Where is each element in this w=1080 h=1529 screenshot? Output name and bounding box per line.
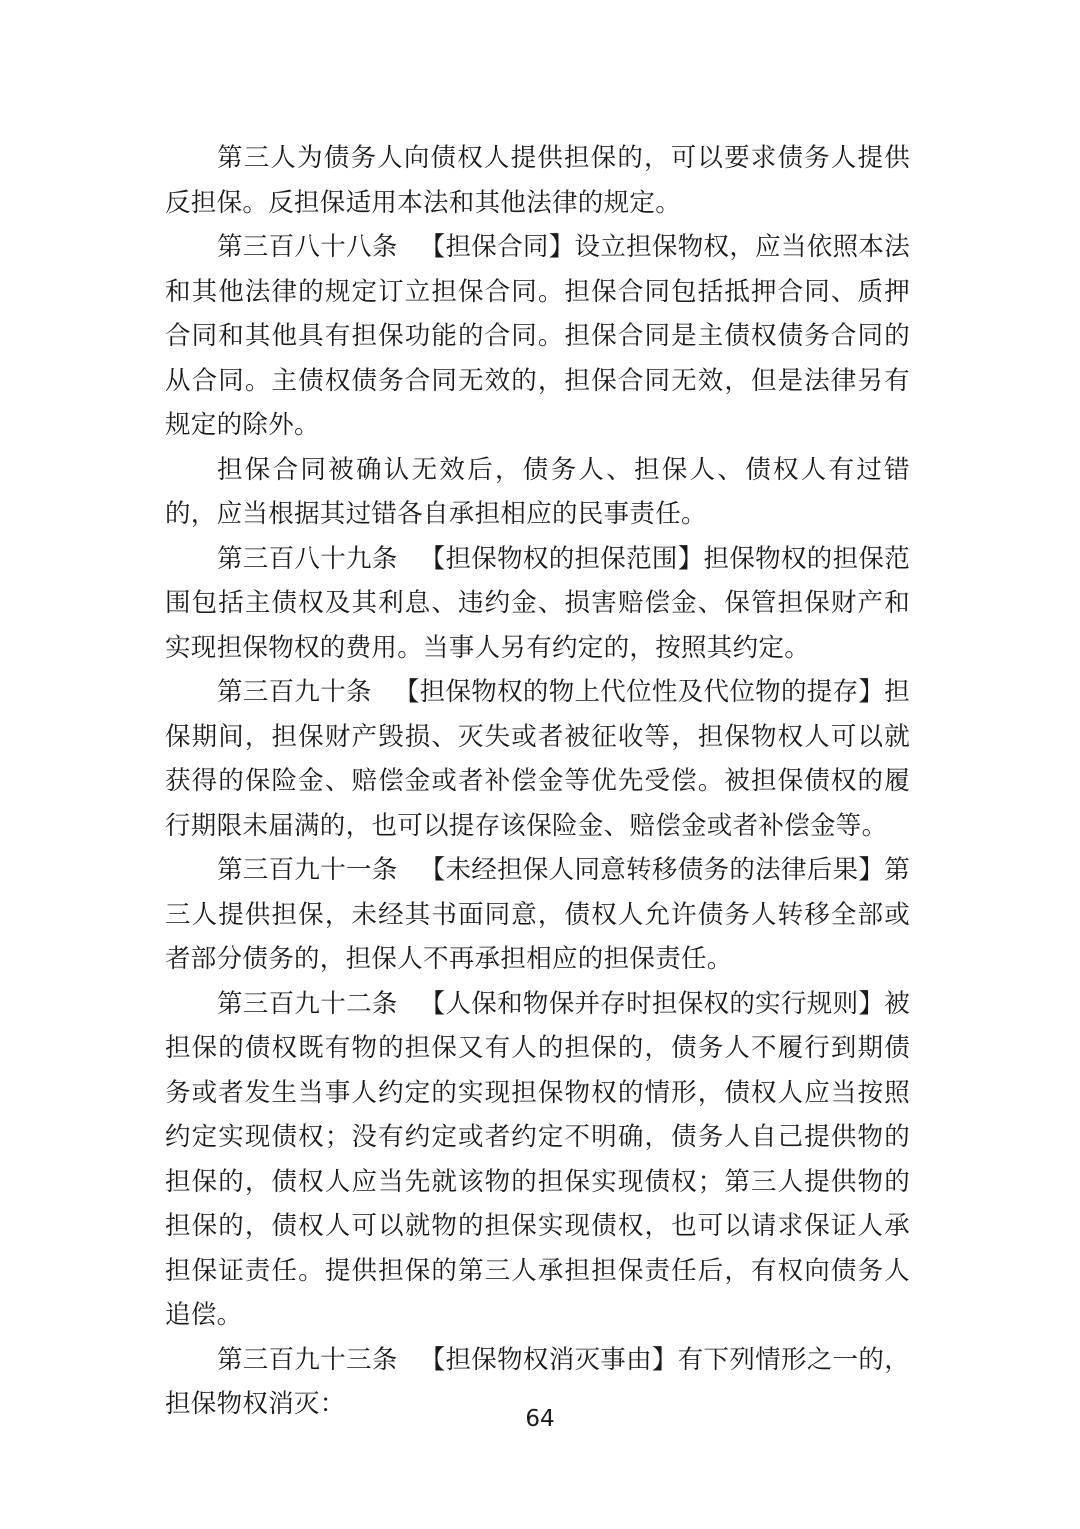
article-title: 【未经担保人同意转移债务的法律后果】 (419, 855, 885, 885)
paragraph-text: 第三人为债务人向债权人提供担保的，可以要求债务人提供反担保。反担保适用本法和其他法律的规定。 (165, 143, 910, 218)
article-paragraph (165, 225, 910, 448)
paragraph-text: 担保期间，担保财产毁损、灭失或者被征收等，担保物权人可以就获得的保险金、赔偿金或者补偿金等优先受偿。被担保债权的履行期限未届满的，也可以提存该保险金、赔偿金或者补偿金等。 (165, 677, 910, 841)
article-title: 【担保物权的担保范围】 (419, 543, 704, 574)
article-title: 【担保物权消灭事由】 (419, 1344, 678, 1375)
paragraph-text: 担保合同被确认无效后，债务人、担保人、债权人有过错的，应当根据其过错各自承担相应的民事责任。 (165, 454, 910, 529)
article-paragraph (165, 982, 910, 1338)
article-paragraph (165, 537, 910, 671)
article-title: 【担保物权的物上代位性及代位物的提存】 (393, 677, 885, 707)
article-title: 【担保合同】 (419, 232, 575, 262)
paragraph-text: 有下列情形之一的，担保物权消灭： (165, 1344, 910, 1419)
article-number: 第三百八十八条 (217, 232, 398, 262)
document-body (165, 136, 910, 1427)
paragraph (165, 448, 910, 537)
article-number: 第三百九十三条 (217, 1344, 398, 1375)
paragraph-text: 设立担保物权，应当依照本法和其他法律的规定订立担保合同。担保合同包括抵押合同、质押合同和其他具有担保功能的合同。担保合同是主债权债务合同的从合同。主债权债务合同无效的，担保合同无效，但是法律另有规定的除外。 (165, 232, 910, 440)
article-paragraph (165, 848, 910, 982)
article-number: 第三百九十一条 (217, 855, 398, 885)
paragraph (165, 136, 910, 225)
page-number: 64 (525, 1406, 555, 1432)
paragraph-text: 担保物权的担保范围包括主债权及其利息、违约金、损害赔偿金、保管担保财产和实现担保物权的费用。当事人另有约定的，按照其约定。 (165, 543, 910, 663)
article-number: 第三百八十九条 (217, 543, 398, 574)
article-paragraph (165, 670, 910, 848)
article-number: 第三百九十条 (217, 677, 372, 707)
article-title: 【人保和物保并存时担保权的实行规则】 (419, 988, 885, 1019)
article-number: 第三百九十二条 (217, 988, 398, 1019)
paragraph-text: 被担保的债权既有物的担保又有人的担保的，债务人不履行到期债务或者发生当事人约定的实现担保物权的情形，债权人应当按照约定实现债权；没有约定或者约定不明确，债务人自己提供物的担保的，债权人应当先就该物的担保实现债权；第三人提供物的担保的，债权人可以就物的担保实现债权，也可以请求保证人承担保证责任。提供担保的第三人承担担保责任后，有权向债务人追偿。 (165, 988, 910, 1330)
paragraph-text: 第三人提供担保，未经其书面同意，债权人允许债务人转移全部或者部分债务的，担保人不再承担相应的担保责任。 (165, 855, 910, 974)
